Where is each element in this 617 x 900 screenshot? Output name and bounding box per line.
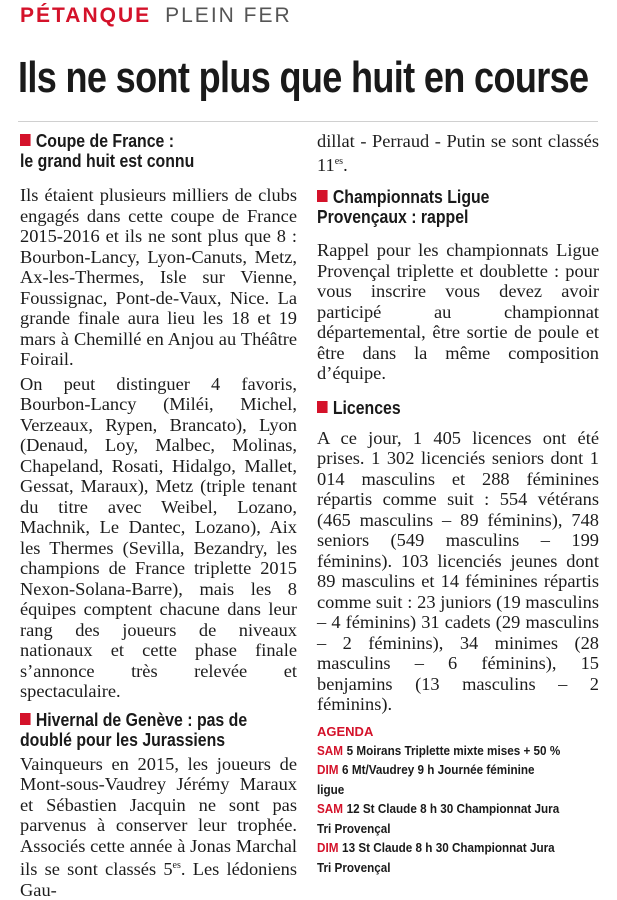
- red-square-bullet-icon: [20, 134, 31, 146]
- agenda-day: DIM: [317, 762, 338, 777]
- continued-paragraph: [317, 131, 599, 175]
- agenda-list: [317, 741, 599, 878]
- section-rubric: [20, 4, 292, 28]
- coupe-paragraph-2: On peut distinguer 4 favoris, Bourbon-Lancy (Miléi, Michel, Verzeaux, Rypen, Brancato), Lyon (Denaud, Loy, Malbec, Molinas, Chapeland, Rosati, Hidalgo, Mallet, Gessat, Maraux), Metz (triple tenant du titre avec Weibel, Lozano, Machnik, Le Dantec, Lozano), Aix les Thermes (Sevilla, Bezandry, les champions de France triplette 2015 Nexon-Solana-Barre), mais les 8 équipes comptent chacune dans leur rang des joueurs de niveaux nationaux et cette phase finale s’annonce très relevée et spectaculaire.: [20, 374, 297, 702]
- subhead-coupe-de-france-line2: le grand huit est connu: [20, 151, 298, 171]
- agenda-text: 13 St Claude 8 h 30 Championnat Jura: [342, 840, 555, 855]
- subhead-line-1: Championnats Ligue: [333, 187, 490, 207]
- agenda-title: AGENDA: [317, 723, 599, 741]
- agenda-text: Tri Provençal: [317, 821, 390, 836]
- red-square-bullet-icon: [20, 713, 31, 725]
- agenda-item: [317, 741, 571, 761]
- agenda-day: DIM: [317, 840, 338, 855]
- agenda-text: ligue: [317, 782, 344, 797]
- agenda-item: [317, 838, 571, 858]
- continued-text: [317, 131, 599, 175]
- headline-divider: [18, 121, 598, 122]
- subhead-line-1: Hivernal de Genève : pas de: [36, 710, 247, 730]
- hivernal-body: [20, 754, 297, 900]
- subhead-hivernal-line2: doublé pour les Jurassiens: [20, 730, 298, 750]
- continued-text-main: dillat - Perraud - Putin se sont classés 11: [317, 131, 599, 175]
- agenda-item-continuation: [317, 780, 571, 800]
- section-name: PÉTANQUE: [20, 4, 151, 27]
- agenda-text: Tri Provençal: [317, 860, 390, 875]
- ligue-body: [317, 240, 599, 384]
- ligue-paragraph: Rappel pour les championnats Ligue Provençal triplette et doublette : pour vous inscrire vous devez avoir participé au championnat départemental, être sortie de poule et être dans la même composition d’équipe.: [317, 240, 599, 384]
- subhead-licences: [317, 398, 600, 418]
- subhead-licences-label: Licences: [333, 398, 401, 418]
- coupe-body: [20, 185, 297, 702]
- red-square-bullet-icon: [317, 190, 328, 202]
- coupe-paragraph-1: Ils étaient plusieurs milliers de clubs engagés dans cette coupe de France 2015-2016 et ils ne sont plus que 8 : Bourbon-Lancy, Lyon-Canuts, Metz, Ax-les-Thermes, Isle sur Vienne, Foussignac, Pont-de-Vaux, Nice. La grande finale aura lieu les 18 et 19 mars à Chemillé en Anjou au Théâtre Foirail.: [20, 185, 297, 370]
- agenda-item: [317, 760, 571, 780]
- agenda-day: SAM: [317, 801, 343, 816]
- subhead-line-1: Coupe de France :: [36, 131, 174, 151]
- agenda-item-continuation: [317, 819, 571, 839]
- subhead-ligue-line2: Provençaux : rappel: [317, 207, 600, 227]
- agenda-item-continuation: [317, 858, 571, 878]
- subhead-ligue: [317, 187, 600, 207]
- subhead-hivernal: [20, 710, 298, 730]
- ordinal-suffix: es: [173, 860, 181, 871]
- licences-paragraph: A ce jour, 1 405 licences ont été prises. 1 302 licenciés seniors dont 1 014 masculins et 288 féminines répartis comme suit : 554 vétérans (465 masculins – 89 féminins), 748 seniors (549 masculins – 199 féminins). 103 licenciés jeunes dont 89 masculins et 14 féminines répartis comme suit : 23 juniors (19 masculins – 4 féminins) 31 cadets (29 masculins – 2 féminins), 34 minimes (28 masculins – 6 féminins), 15 benjamins (13 masculins – 2 féminins).: [317, 428, 599, 715]
- hivernal-text: Vainqueurs en 2015, les joueurs de Mont-sous-Vaudrey Jérémy Maraux et Sébastien Jacquin ne sont pas parvenus à conserver leur trophée. Associés cette année à Jonas Marchal ils se sont classés 5: [20, 754, 297, 880]
- red-square-bullet-icon: [317, 401, 328, 413]
- subsection-name: PLEIN FER: [165, 4, 292, 27]
- hivernal-text-end: . Les lédoniens Gau-: [20, 859, 297, 900]
- agenda-text: 12 St Claude 8 h 30 Championnat Jura: [347, 801, 560, 816]
- column-right: [317, 131, 599, 877]
- licences-body: [317, 428, 599, 715]
- agenda-text: 6 Mt/Vaudrey 9 h Journée féminine: [342, 762, 534, 777]
- agenda-day: SAM: [317, 743, 343, 758]
- headline: Ils ne sont plus que huit en course: [18, 52, 588, 104]
- continued-text-end: .: [343, 155, 348, 175]
- agenda-item: [317, 799, 571, 819]
- column-left: [20, 131, 297, 900]
- hivernal-paragraph-1: [20, 754, 297, 900]
- ordinal-suffix: es: [335, 156, 343, 167]
- agenda-text: 5 Moirans Triplette mixte mises + 50 %: [347, 743, 561, 758]
- subhead-coupe-de-france: [20, 131, 298, 151]
